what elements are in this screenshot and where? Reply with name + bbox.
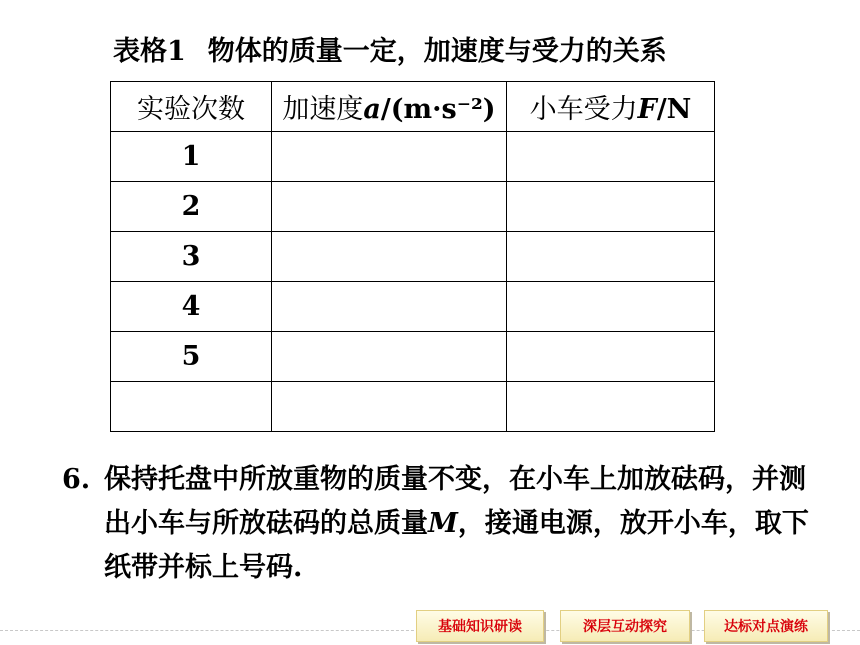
nav-basic-knowledge-button[interactable]: 基础知识研读	[416, 610, 544, 642]
header-acceleration-unit: /(m·s⁻²)	[380, 94, 496, 125]
header-trial-count: 实验次数	[111, 82, 272, 132]
acceleration-cell	[272, 282, 507, 332]
table-row	[111, 232, 715, 282]
force-cell	[507, 382, 715, 432]
acceleration-cell	[272, 332, 507, 382]
force-cell	[507, 282, 715, 332]
trial-index-cell: 4	[111, 282, 272, 332]
header-force-label: 小车受力	[529, 94, 638, 125]
acceleration-cell	[272, 232, 507, 282]
step-mass-var: M	[428, 508, 458, 539]
trial-index-cell: 3	[111, 232, 272, 282]
step-text	[104, 458, 822, 590]
experiment-table	[110, 81, 715, 432]
nav-deep-exploration-button[interactable]: 深层互动探究	[560, 610, 690, 642]
header-acceleration	[272, 82, 507, 132]
step-text-part-1: 保持托盘中所放重物的质量不变，在小车上加放砝码，并测出小车与所放砝码的总质量	[104, 464, 806, 539]
force-cell	[507, 232, 715, 282]
table-row	[111, 282, 715, 332]
header-acceleration-label: 加速度	[282, 94, 364, 125]
acceleration-cell	[272, 182, 507, 232]
table-row	[111, 382, 715, 432]
step-number: 6.	[62, 464, 91, 495]
header-force-unit: /N	[656, 94, 692, 125]
trial-index-cell: 5	[111, 332, 272, 382]
header-acceleration-var: a	[363, 94, 381, 125]
table-caption-text: 物体的质量一定，加速度与受力的关系	[207, 36, 667, 67]
table-header-row	[111, 82, 715, 132]
table-row	[111, 182, 715, 232]
header-force	[507, 82, 715, 132]
table-caption	[113, 29, 667, 68]
acceleration-cell	[272, 132, 507, 182]
header-force-var: F	[637, 94, 657, 125]
table-row	[111, 332, 715, 382]
step-paragraph	[62, 458, 822, 590]
force-cell	[507, 132, 715, 182]
force-cell	[507, 332, 715, 382]
trial-index-cell: 2	[111, 182, 272, 232]
table-row	[111, 132, 715, 182]
nav-practice-button[interactable]: 达标对点演练	[704, 610, 828, 642]
step-text-part-2: ，接通电源，放开小车，取下纸带并标上号码.	[104, 508, 809, 583]
trial-index-cell: 1	[111, 132, 272, 182]
acceleration-cell	[272, 382, 507, 432]
table-caption-label: 表格1	[113, 36, 186, 67]
force-cell	[507, 182, 715, 232]
trial-index-cell	[111, 382, 272, 432]
